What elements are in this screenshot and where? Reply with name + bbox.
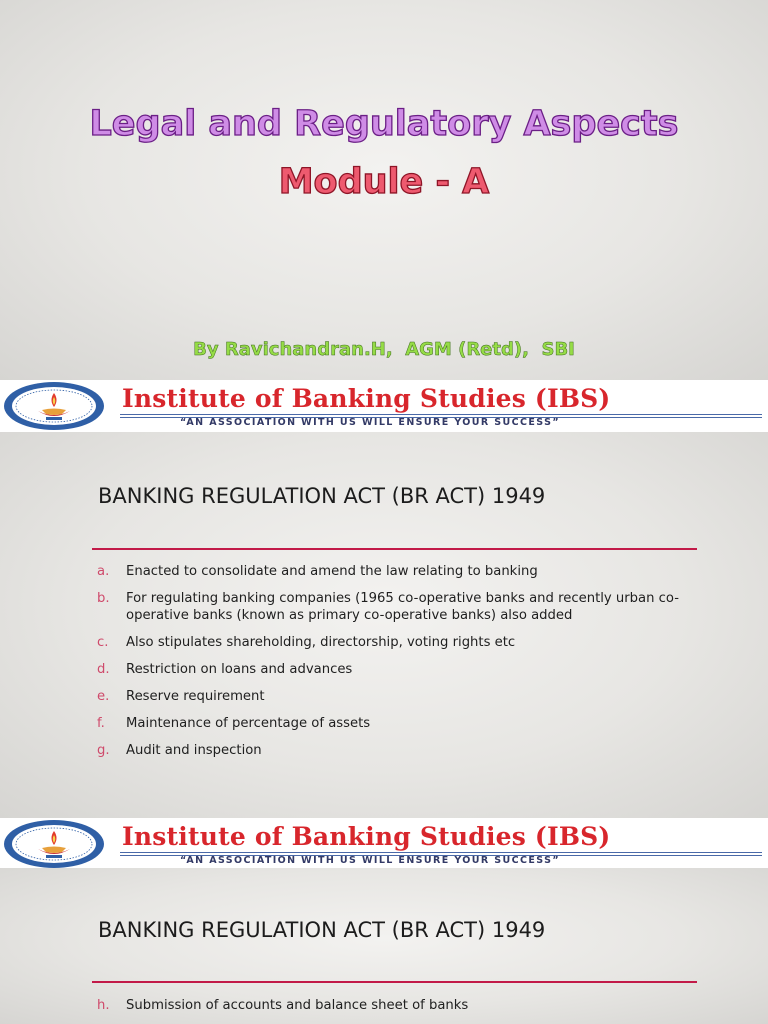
ibs-banner	[0, 380, 768, 432]
heading-divider	[92, 548, 697, 550]
list-item	[97, 634, 697, 651]
list-item	[97, 563, 697, 580]
list-item	[97, 590, 697, 624]
list-text: Submission of accounts and balance sheet of banks	[126, 998, 469, 1013]
ibs-lamp-emblem-icon	[2, 381, 106, 431]
content-slide-2	[0, 868, 768, 1024]
list-marker: b.	[97, 591, 110, 606]
institute-tagline: “AN ASSOCIATION WITH US WILL ENSURE YOUR SUCCESS”	[180, 417, 560, 428]
list-text: For regulating banking companies (1965 co-operative banks and recently urban co-operative banks (known as primary co-operative banks) also added	[126, 591, 679, 623]
slide-heading: BANKING REGULATION ACT (BR ACT) 1949	[98, 918, 546, 942]
list-item	[97, 997, 697, 1014]
list-text: Maintenance of percentage of assets	[126, 716, 371, 731]
list-marker: c.	[97, 635, 109, 650]
ibs-lamp-emblem-icon	[2, 819, 106, 869]
list-text: Restriction on loans and advances	[126, 662, 353, 677]
slide-heading: BANKING REGULATION ACT (BR ACT) 1949	[98, 484, 546, 508]
list-text: Audit and inspection	[126, 743, 262, 758]
list-marker: e.	[97, 689, 110, 704]
point-list	[97, 997, 697, 1024]
heading-divider	[92, 981, 697, 983]
list-text: Enacted to consolidate and amend the law relating to banking	[126, 564, 538, 579]
list-marker: d.	[97, 662, 110, 677]
list-item	[97, 661, 697, 678]
list-item	[97, 715, 697, 732]
slide-title-line1: Legal and Regulatory Aspects	[89, 104, 679, 144]
institute-tagline: “AN ASSOCIATION WITH US WILL ENSURE YOUR SUCCESS”	[180, 855, 560, 866]
content-slide-1	[0, 432, 768, 818]
list-marker: h.	[97, 998, 110, 1013]
list-text: Reserve requirement	[126, 689, 265, 704]
institute-name: Institute of Banking Studies (IBS)	[122, 384, 611, 413]
title-slide	[0, 0, 768, 380]
slide-title-line2: Module - A	[278, 162, 490, 202]
list-item	[97, 688, 697, 705]
author-line: By Ravichandran.H, AGM (Retd), SBI	[193, 339, 575, 360]
list-item	[97, 742, 697, 759]
ibs-banner	[0, 818, 768, 868]
list-marker: f.	[97, 716, 105, 731]
list-marker: a.	[97, 564, 110, 579]
institute-name: Institute of Banking Studies (IBS)	[122, 822, 611, 851]
point-list	[97, 563, 697, 769]
list-text: Also stipulates shareholding, directorship, voting rights etc	[126, 635, 516, 650]
list-marker: g.	[97, 743, 110, 758]
